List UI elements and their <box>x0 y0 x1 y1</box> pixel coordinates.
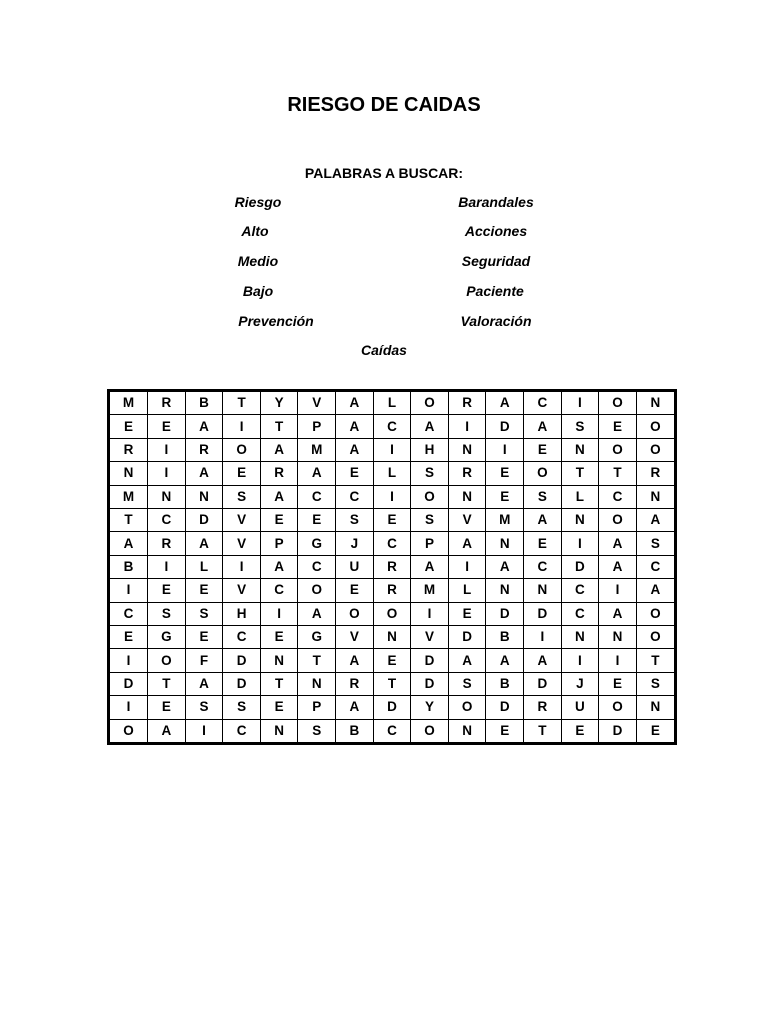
grid-cell[interactable]: A <box>486 392 524 415</box>
grid-cell[interactable]: N <box>561 626 599 649</box>
grid-cell[interactable]: C <box>561 579 599 602</box>
grid-cell[interactable]: V <box>411 626 449 649</box>
grid-cell[interactable]: M <box>110 485 148 508</box>
grid-cell[interactable]: L <box>448 579 486 602</box>
grid-cell[interactable]: R <box>148 392 186 415</box>
grid-cell[interactable]: L <box>373 462 411 485</box>
grid-cell[interactable]: G <box>298 532 336 555</box>
grid-cell[interactable]: A <box>298 602 336 625</box>
grid-cell[interactable]: E <box>373 649 411 672</box>
grid-cell[interactable]: S <box>185 602 223 625</box>
grid-cell[interactable]: T <box>298 649 336 672</box>
grid-cell[interactable]: S <box>636 532 674 555</box>
grid-cell[interactable]: A <box>486 555 524 578</box>
grid-cell[interactable]: H <box>411 438 449 461</box>
grid-cell[interactable]: N <box>185 485 223 508</box>
grid-row <box>110 626 674 649</box>
grid-cell[interactable]: E <box>448 602 486 625</box>
grid-cell[interactable]: A <box>599 532 637 555</box>
grid-cell[interactable]: S <box>185 696 223 719</box>
grid-cell[interactable]: I <box>486 438 524 461</box>
grid-cell[interactable]: A <box>524 415 562 438</box>
grid-cell[interactable]: E <box>185 626 223 649</box>
grid-cell[interactable]: D <box>486 602 524 625</box>
grid-cell[interactable]: C <box>373 719 411 742</box>
grid-cell[interactable]: A <box>260 438 298 461</box>
grid-cell[interactable]: E <box>223 462 261 485</box>
grid-cell[interactable]: C <box>599 485 637 508</box>
grid-cell[interactable]: V <box>223 508 261 531</box>
grid-cell[interactable]: M <box>486 508 524 531</box>
grid-row <box>110 532 674 555</box>
word-caidas: Caídas <box>361 342 407 358</box>
grid-body <box>110 392 674 742</box>
grid-cell[interactable]: M <box>411 579 449 602</box>
grid-cell[interactable]: R <box>448 392 486 415</box>
grid-cell[interactable]: M <box>298 438 336 461</box>
grid-cell[interactable]: N <box>148 485 186 508</box>
grid-cell[interactable]: V <box>298 392 336 415</box>
grid-cell[interactable]: D <box>223 649 261 672</box>
grid-cell[interactable]: O <box>223 438 261 461</box>
grid-cell[interactable]: S <box>561 415 599 438</box>
grid-cell[interactable]: A <box>411 555 449 578</box>
grid-cell[interactable]: E <box>524 532 562 555</box>
grid-cell[interactable]: D <box>524 672 562 695</box>
grid-cell[interactable]: E <box>599 415 637 438</box>
grid-cell[interactable]: D <box>448 626 486 649</box>
grid-cell[interactable]: N <box>636 485 674 508</box>
grid-cell[interactable]: I <box>148 438 186 461</box>
grid-row <box>110 462 674 485</box>
word-barandales: Barandales <box>458 194 534 210</box>
grid-cell[interactable]: I <box>373 485 411 508</box>
grid-cell[interactable]: C <box>561 602 599 625</box>
grid-cell[interactable]: C <box>148 508 186 531</box>
grid-cell[interactable]: C <box>298 555 336 578</box>
grid-cell[interactable]: E <box>148 696 186 719</box>
grid-cell[interactable]: A <box>336 649 374 672</box>
grid-cell[interactable]: I <box>110 696 148 719</box>
grid-cell[interactable]: V <box>223 579 261 602</box>
grid-cell[interactable]: A <box>599 602 637 625</box>
grid-cell[interactable]: A <box>185 672 223 695</box>
grid-row <box>110 696 674 719</box>
grid-cell[interactable]: S <box>411 462 449 485</box>
grid-cell[interactable]: L <box>185 555 223 578</box>
grid-row <box>110 579 674 602</box>
grid-row <box>110 508 674 531</box>
grid-cell[interactable]: Y <box>260 392 298 415</box>
grid-cell[interactable]: D <box>561 555 599 578</box>
grid-cell[interactable]: I <box>561 392 599 415</box>
grid-cell[interactable]: A <box>336 415 374 438</box>
grid-cell[interactable]: I <box>148 462 186 485</box>
grid-cell[interactable]: I <box>599 649 637 672</box>
grid-cell[interactable]: C <box>336 485 374 508</box>
grid-cell[interactable]: D <box>185 508 223 531</box>
grid-cell[interactable]: G <box>148 626 186 649</box>
word-riesgo: Riesgo <box>234 194 282 210</box>
grid-cell[interactable]: N <box>486 532 524 555</box>
grid-cell[interactable]: D <box>599 719 637 742</box>
grid-cell[interactable]: E <box>373 508 411 531</box>
grid-cell[interactable]: D <box>524 602 562 625</box>
grid-cell[interactable]: O <box>636 602 674 625</box>
grid-cell[interactable]: D <box>486 415 524 438</box>
grid-cell[interactable]: I <box>561 532 599 555</box>
grid-cell[interactable]: T <box>148 672 186 695</box>
grid-row <box>110 649 674 672</box>
grid-cell[interactable]: S <box>448 672 486 695</box>
grid-row <box>110 415 674 438</box>
grid-cell[interactable]: E <box>524 438 562 461</box>
grid-cell[interactable]: E <box>260 508 298 531</box>
grid-cell[interactable]: C <box>298 485 336 508</box>
grid-cell[interactable]: R <box>373 579 411 602</box>
grid-cell[interactable]: D <box>486 696 524 719</box>
grid-row <box>110 438 674 461</box>
grid-cell[interactable]: O <box>599 696 637 719</box>
word-medio: Medio <box>237 253 279 269</box>
word-bajo: Bajo <box>242 283 274 299</box>
grid-cell[interactable]: N <box>448 719 486 742</box>
grid-cell[interactable]: O <box>148 649 186 672</box>
page-title: RIESGO DE CAIDAS <box>287 94 481 116</box>
grid-cell[interactable]: C <box>223 719 261 742</box>
words-heading: PALABRAS A BUSCAR: <box>304 165 464 181</box>
grid-cell[interactable]: E <box>486 719 524 742</box>
grid-cell[interactable]: C <box>110 602 148 625</box>
grid-cell[interactable]: O <box>524 462 562 485</box>
grid-cell[interactable]: C <box>260 579 298 602</box>
grid-cell[interactable]: S <box>223 696 261 719</box>
grid-cell[interactable]: O <box>411 392 449 415</box>
grid-cell[interactable]: E <box>260 626 298 649</box>
grid-cell[interactable]: I <box>223 555 261 578</box>
grid-cell[interactable]: A <box>636 508 674 531</box>
grid-cell[interactable]: E <box>486 485 524 508</box>
grid-cell[interactable]: A <box>185 462 223 485</box>
grid-cell[interactable]: A <box>336 696 374 719</box>
grid-cell[interactable]: D <box>110 672 148 695</box>
grid-cell[interactable]: C <box>373 415 411 438</box>
grid-cell[interactable]: A <box>599 555 637 578</box>
grid-cell[interactable]: N <box>561 508 599 531</box>
grid-cell[interactable]: E <box>185 579 223 602</box>
word-prevencion: Prevención <box>238 313 314 329</box>
grid-cell[interactable]: S <box>636 672 674 695</box>
grid-cell[interactable]: S <box>411 508 449 531</box>
grid-cell[interactable]: B <box>110 555 148 578</box>
grid-cell[interactable]: C <box>373 532 411 555</box>
grid-row <box>110 602 674 625</box>
grid-cell[interactable]: N <box>260 649 298 672</box>
grid-cell[interactable]: L <box>373 392 411 415</box>
grid-cell[interactable]: N <box>448 438 486 461</box>
word-seguridad: Seguridad <box>461 253 531 269</box>
grid-cell[interactable]: I <box>599 579 637 602</box>
grid-cell[interactable]: P <box>411 532 449 555</box>
grid-cell[interactable]: R <box>448 462 486 485</box>
grid-cell[interactable]: T <box>110 508 148 531</box>
grid-cell[interactable]: A <box>110 532 148 555</box>
grid-cell[interactable]: A <box>336 438 374 461</box>
grid-cell[interactable]: I <box>561 649 599 672</box>
grid-cell[interactable]: B <box>486 672 524 695</box>
grid-cell[interactable]: C <box>524 392 562 415</box>
grid-cell[interactable]: E <box>298 508 336 531</box>
grid-row <box>110 719 674 742</box>
grid-cell[interactable]: O <box>373 602 411 625</box>
grid-row <box>110 555 674 578</box>
grid-cell[interactable]: A <box>524 649 562 672</box>
grid-cell[interactable]: V <box>336 626 374 649</box>
grid-cell[interactable]: O <box>599 392 637 415</box>
grid-cell[interactable]: Y <box>411 696 449 719</box>
grid-cell[interactable]: A <box>185 532 223 555</box>
grid-cell[interactable]: D <box>411 672 449 695</box>
grid-row <box>110 672 674 695</box>
grid-cell[interactable]: I <box>148 555 186 578</box>
grid-cell[interactable]: S <box>336 508 374 531</box>
grid-cell[interactable]: S <box>298 719 336 742</box>
grid-cell[interactable]: N <box>599 626 637 649</box>
grid-cell[interactable]: O <box>336 602 374 625</box>
grid-cell[interactable]: I <box>110 649 148 672</box>
grid-cell[interactable]: R <box>260 462 298 485</box>
grid-cell[interactable]: I <box>185 719 223 742</box>
grid-cell[interactable]: R <box>524 696 562 719</box>
grid-cell[interactable]: S <box>148 602 186 625</box>
grid-cell[interactable]: S <box>524 485 562 508</box>
grid-row <box>110 392 674 415</box>
grid-cell[interactable]: E <box>636 719 674 742</box>
word-paciente: Paciente <box>466 283 524 299</box>
grid-cell[interactable]: R <box>185 438 223 461</box>
grid-cell[interactable]: T <box>524 719 562 742</box>
grid-cell[interactable]: D <box>223 672 261 695</box>
grid-cell[interactable]: N <box>486 579 524 602</box>
grid-cell[interactable]: O <box>411 485 449 508</box>
grid-cell[interactable]: D <box>411 649 449 672</box>
grid-row <box>110 485 674 508</box>
grid-cell[interactable]: U <box>561 696 599 719</box>
grid-cell[interactable]: J <box>336 532 374 555</box>
grid-cell[interactable]: C <box>524 555 562 578</box>
letter-table <box>110 392 674 742</box>
grid-cell[interactable]: A <box>260 485 298 508</box>
grid-cell[interactable]: N <box>260 719 298 742</box>
grid-cell[interactable]: P <box>298 415 336 438</box>
grid-cell[interactable]: A <box>448 649 486 672</box>
grid-cell[interactable]: I <box>110 579 148 602</box>
grid-cell[interactable]: I <box>448 555 486 578</box>
grid-cell[interactable]: E <box>148 415 186 438</box>
grid-cell[interactable]: O <box>599 508 637 531</box>
grid-cell[interactable]: T <box>223 392 261 415</box>
grid-cell[interactable]: J <box>561 672 599 695</box>
grid-cell[interactable]: R <box>148 532 186 555</box>
grid-cell[interactable]: B <box>185 392 223 415</box>
grid-cell[interactable]: F <box>185 649 223 672</box>
grid-cell[interactable]: V <box>448 508 486 531</box>
grid-cell[interactable]: D <box>373 696 411 719</box>
grid-cell[interactable]: U <box>336 555 374 578</box>
grid-cell[interactable]: E <box>260 696 298 719</box>
grid-cell[interactable]: I <box>373 438 411 461</box>
grid-cell[interactable]: B <box>336 719 374 742</box>
grid-cell[interactable]: O <box>636 438 674 461</box>
grid-cell[interactable]: E <box>110 415 148 438</box>
grid-cell[interactable]: B <box>486 626 524 649</box>
grid-cell[interactable]: R <box>373 555 411 578</box>
grid-cell[interactable]: P <box>260 532 298 555</box>
grid-cell[interactable]: O <box>599 438 637 461</box>
grid-cell[interactable]: O <box>448 696 486 719</box>
grid-cell[interactable]: C <box>636 555 674 578</box>
grid-cell[interactable]: T <box>599 462 637 485</box>
grid-cell[interactable]: N <box>298 672 336 695</box>
grid-cell[interactable]: N <box>448 485 486 508</box>
grid-cell[interactable]: P <box>298 696 336 719</box>
grid-cell[interactable]: N <box>110 462 148 485</box>
grid-cell[interactable]: A <box>411 415 449 438</box>
grid-cell[interactable]: E <box>561 719 599 742</box>
grid-cell[interactable]: A <box>524 508 562 531</box>
word-alto: Alto <box>241 223 269 239</box>
grid-cell[interactable]: N <box>524 579 562 602</box>
grid-cell[interactable]: C <box>223 626 261 649</box>
grid-cell[interactable]: N <box>373 626 411 649</box>
grid-cell[interactable]: I <box>260 602 298 625</box>
word-valoracion: Valoración <box>460 313 532 329</box>
grid-cell[interactable]: A <box>148 719 186 742</box>
grid-cell[interactable]: T <box>373 672 411 695</box>
grid-cell[interactable]: A <box>336 392 374 415</box>
grid-cell[interactable]: R <box>336 672 374 695</box>
grid-cell[interactable]: R <box>636 462 674 485</box>
grid-cell[interactable]: I <box>223 415 261 438</box>
grid-cell[interactable]: O <box>110 719 148 742</box>
grid-cell[interactable]: T <box>260 415 298 438</box>
grid-cell[interactable]: L <box>561 485 599 508</box>
grid-cell[interactable]: I <box>524 626 562 649</box>
grid-cell[interactable]: E <box>148 579 186 602</box>
grid-cell[interactable]: I <box>411 602 449 625</box>
grid-cell[interactable]: O <box>411 719 449 742</box>
grid-cell[interactable]: N <box>636 696 674 719</box>
word-search-grid <box>107 389 677 745</box>
grid-cell[interactable]: E <box>486 462 524 485</box>
grid-cell[interactable]: E <box>599 672 637 695</box>
grid-cell[interactable]: A <box>448 532 486 555</box>
grid-cell[interactable]: A <box>486 649 524 672</box>
grid-cell[interactable]: N <box>636 392 674 415</box>
grid-cell[interactable]: R <box>110 438 148 461</box>
grid-cell[interactable]: G <box>298 626 336 649</box>
grid-cell[interactable]: M <box>110 392 148 415</box>
grid-cell[interactable]: A <box>636 579 674 602</box>
grid-cell[interactable]: H <box>223 602 261 625</box>
grid-cell[interactable]: E <box>336 579 374 602</box>
grid-cell[interactable]: E <box>336 462 374 485</box>
grid-cell[interactable]: E <box>110 626 148 649</box>
grid-cell[interactable]: V <box>223 532 261 555</box>
grid-cell[interactable]: S <box>223 485 261 508</box>
grid-cell[interactable]: T <box>260 672 298 695</box>
grid-cell[interactable]: O <box>298 579 336 602</box>
grid-cell[interactable]: O <box>636 415 674 438</box>
grid-cell[interactable]: N <box>561 438 599 461</box>
word-acciones: Acciones <box>464 223 528 239</box>
grid-cell[interactable]: T <box>636 649 674 672</box>
grid-cell[interactable]: A <box>298 462 336 485</box>
grid-cell[interactable]: T <box>561 462 599 485</box>
grid-cell[interactable]: A <box>185 415 223 438</box>
grid-cell[interactable]: I <box>448 415 486 438</box>
grid-cell[interactable]: A <box>260 555 298 578</box>
grid-cell[interactable]: O <box>636 626 674 649</box>
